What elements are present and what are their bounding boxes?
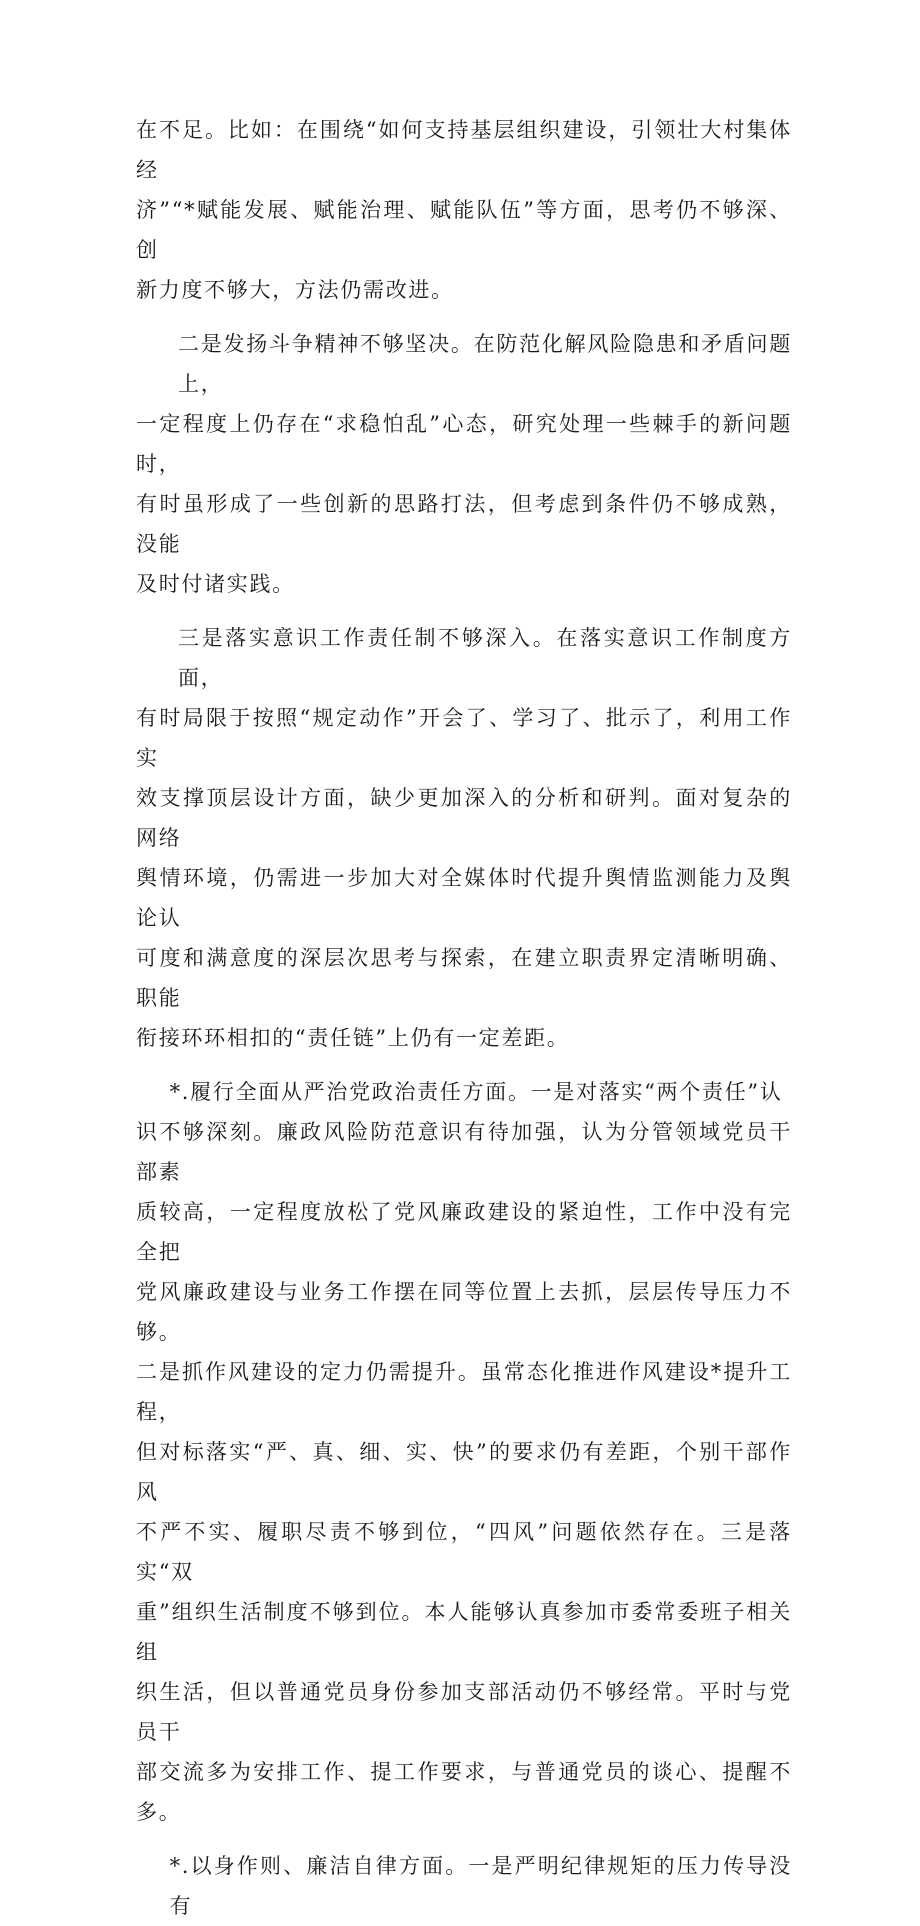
text-line: 衔接环环相扣的“责任链”上仍有一定差距。 [136,1026,570,1050]
text-line: 有时局限于按照“规定动作”开会了、学习了、批示了，利用工作实 [136,706,792,770]
text-line: 新力度不够大，方法仍需改进。 [136,278,454,302]
text-line: 重”组织生活制度不够到位。本人能够认真参加市委常委班子相关组 [136,1600,792,1664]
paragraph-3 [136,618,792,1058]
document-body [136,110,792,1926]
text-line: 二是发扬斗争精神不够坚决。在防范化解风险隐患和矛盾问题上， [178,332,792,396]
text-line: 可度和满意度的深层次思考与探索，在建立职责界定清晰明确、职能 [136,946,792,1010]
text-line: 识不够深刻。廉政风险防范意识有待加强，认为分管领域党员干部素 [136,1120,792,1184]
text-line: 织生活，但以普通党员身份参加支部活动仍不够经常。平时与党员干 [136,1680,792,1744]
text-line: 三是落实意识工作责任制不够深入。在落实意识工作制度方面， [178,626,792,690]
text-line: 但对标落实“严、真、细、实、快”的要求仍有差距，个别干部作风 [136,1440,792,1504]
text-line: 及时付诸实践。 [136,572,295,596]
paragraph-4 [136,1072,792,1832]
text-line: 部交流多为安排工作、提工作要求，与普通党员的谈心、提醒不多。 [136,1760,792,1824]
text-line: *.履行全面从严治党政治责任方面。一是对落实“两个责任”认 [169,1080,783,1104]
text-line: 济”“*赋能发展、赋能治理、赋能队伍”等方面，思考仍不够深、创 [136,198,792,262]
paragraph-2 [136,324,792,604]
text-line: 一定程度上仍存在“求稳怕乱”心态，研究处理一些棘手的新问题时， [136,412,792,476]
text-line: 在不足。比如：在围绕“如何支持基层组织建设，引领壮大村集体经 [136,118,792,182]
paragraph-5 [136,1846,792,1926]
text-line: 不严不实、履职尽责不够到位，“四风”问题依然存在。三是落实“双 [136,1520,792,1584]
text-line: 二是抓作风建设的定力仍需提升。虽常态化推进作风建设*提升工程， [136,1360,792,1424]
paragraph-1 [136,110,792,310]
text-line: 舆情环境，仍需进一步加大对全媒体时代提升舆情监测能力及舆论认 [136,866,792,930]
text-line: 有时虽形成了一些创新的思路打法，但考虑到条件仍不够成熟，没能 [136,492,792,556]
text-line: 党风廉政建设与业务工作摆在同等位置上去抓，层层传导压力不够。 [136,1280,792,1344]
text-line: 质较高，一定程度放松了党风廉政建设的紧迫性，工作中没有完全把 [136,1200,792,1264]
text-line: *.以身作则、廉洁自律方面。一是严明纪律规矩的压力传导没有 [169,1854,792,1918]
text-line: 效支撑顶层设计方面，缺少更加深入的分析和研判。面对复杂的网络 [136,786,792,850]
